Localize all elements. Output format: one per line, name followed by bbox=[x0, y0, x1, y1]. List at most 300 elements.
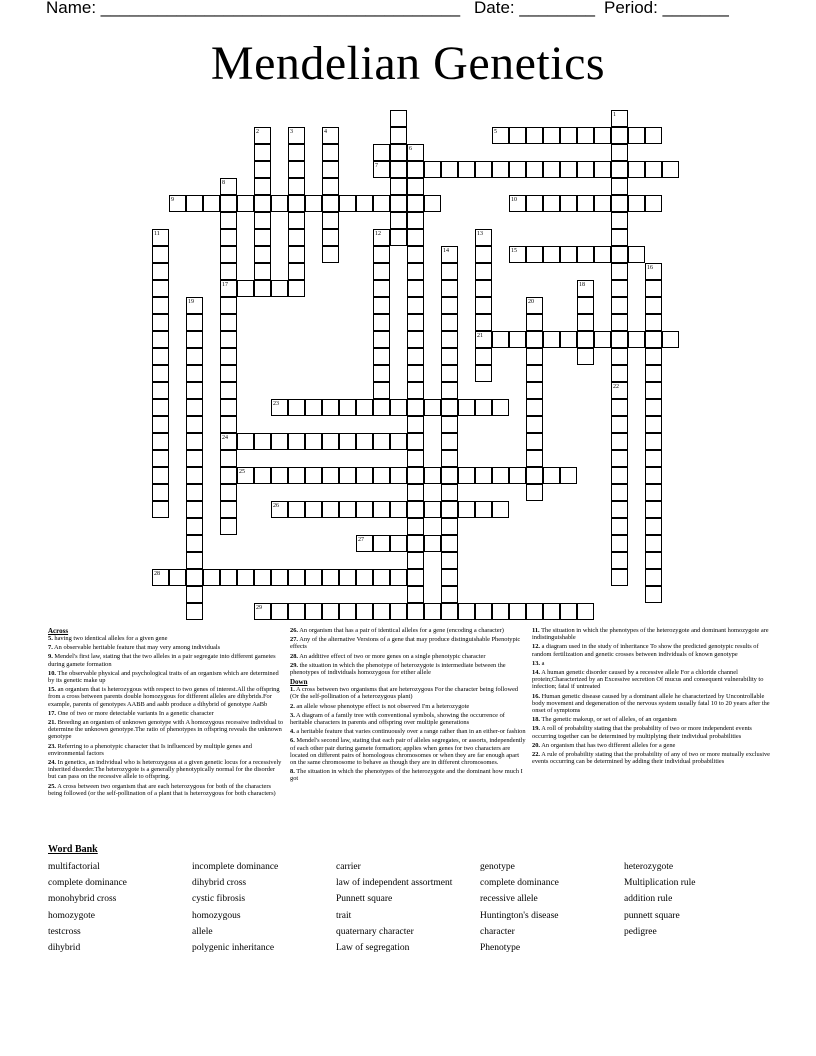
crossword-cell[interactable] bbox=[611, 178, 628, 195]
crossword-cell[interactable] bbox=[441, 314, 458, 331]
crossword-cell[interactable] bbox=[645, 314, 662, 331]
crossword-cell[interactable] bbox=[288, 263, 305, 280]
crossword-cell[interactable] bbox=[373, 433, 390, 450]
crossword-cell[interactable] bbox=[611, 110, 628, 127]
crossword-cell[interactable] bbox=[424, 195, 441, 212]
crossword-cell[interactable] bbox=[611, 433, 628, 450]
crossword-cell[interactable] bbox=[305, 195, 322, 212]
crossword-cell[interactable] bbox=[662, 331, 679, 348]
crossword-cell[interactable] bbox=[560, 161, 577, 178]
crossword-cell[interactable] bbox=[186, 467, 203, 484]
crossword-cell[interactable] bbox=[611, 297, 628, 314]
crossword-cell[interactable] bbox=[373, 467, 390, 484]
crossword-cell[interactable] bbox=[237, 195, 254, 212]
crossword-cell[interactable] bbox=[322, 569, 339, 586]
crossword-cell[interactable] bbox=[407, 382, 424, 399]
crossword-cell[interactable] bbox=[645, 501, 662, 518]
crossword-cell[interactable] bbox=[611, 552, 628, 569]
crossword-cell[interactable] bbox=[594, 246, 611, 263]
crossword-cell[interactable] bbox=[288, 246, 305, 263]
crossword-cell[interactable] bbox=[288, 433, 305, 450]
crossword-cell[interactable] bbox=[458, 161, 475, 178]
crossword-cell[interactable] bbox=[645, 399, 662, 416]
crossword-cell[interactable] bbox=[577, 127, 594, 144]
crossword-cell[interactable] bbox=[645, 280, 662, 297]
crossword-cell[interactable] bbox=[526, 603, 543, 620]
crossword-cell[interactable] bbox=[441, 331, 458, 348]
crossword-cell[interactable] bbox=[492, 603, 509, 620]
crossword-cell[interactable] bbox=[373, 535, 390, 552]
crossword-cell[interactable] bbox=[543, 127, 560, 144]
crossword-cell[interactable] bbox=[288, 195, 305, 212]
crossword-cell[interactable] bbox=[526, 297, 543, 314]
crossword-cell[interactable] bbox=[611, 467, 628, 484]
crossword-cell[interactable] bbox=[356, 195, 373, 212]
crossword-cell[interactable] bbox=[475, 229, 492, 246]
crossword-cell[interactable] bbox=[645, 127, 662, 144]
crossword-cell[interactable] bbox=[152, 331, 169, 348]
crossword-cell[interactable] bbox=[611, 416, 628, 433]
crossword-cell[interactable] bbox=[152, 569, 169, 586]
crossword-cell[interactable] bbox=[220, 348, 237, 365]
crossword-cell[interactable] bbox=[237, 467, 254, 484]
crossword-cell[interactable] bbox=[475, 246, 492, 263]
crossword-cell[interactable] bbox=[254, 161, 271, 178]
crossword-cell[interactable] bbox=[645, 331, 662, 348]
crossword-cell[interactable] bbox=[441, 365, 458, 382]
crossword-cell[interactable] bbox=[645, 195, 662, 212]
crossword-cell[interactable] bbox=[509, 467, 526, 484]
crossword-cell[interactable] bbox=[356, 569, 373, 586]
crossword-cell[interactable] bbox=[152, 365, 169, 382]
crossword-cell[interactable] bbox=[475, 161, 492, 178]
crossword-cell[interactable] bbox=[441, 280, 458, 297]
crossword-cell[interactable] bbox=[526, 331, 543, 348]
crossword-cell[interactable] bbox=[509, 195, 526, 212]
crossword-cell[interactable] bbox=[441, 586, 458, 603]
crossword-cell[interactable] bbox=[220, 433, 237, 450]
crossword-cell[interactable] bbox=[407, 399, 424, 416]
crossword-cell[interactable] bbox=[339, 195, 356, 212]
crossword-cell[interactable] bbox=[186, 501, 203, 518]
crossword-cell[interactable] bbox=[288, 501, 305, 518]
crossword-cell[interactable] bbox=[373, 348, 390, 365]
crossword-cell[interactable] bbox=[611, 569, 628, 586]
crossword-cell[interactable] bbox=[237, 280, 254, 297]
crossword-cell[interactable] bbox=[152, 348, 169, 365]
crossword-cell[interactable] bbox=[152, 263, 169, 280]
crossword-cell[interactable] bbox=[220, 399, 237, 416]
crossword-cell[interactable] bbox=[322, 161, 339, 178]
crossword-cell[interactable] bbox=[441, 348, 458, 365]
crossword-cell[interactable] bbox=[390, 433, 407, 450]
crossword-cell[interactable] bbox=[322, 603, 339, 620]
crossword-cell[interactable] bbox=[373, 297, 390, 314]
crossword-cell[interactable] bbox=[390, 399, 407, 416]
crossword-cell[interactable] bbox=[288, 127, 305, 144]
crossword-cell[interactable] bbox=[254, 195, 271, 212]
crossword-cell[interactable] bbox=[441, 433, 458, 450]
crossword-cell[interactable] bbox=[322, 229, 339, 246]
crossword-cell[interactable] bbox=[628, 246, 645, 263]
crossword-cell[interactable] bbox=[492, 331, 509, 348]
crossword-cell[interactable] bbox=[645, 586, 662, 603]
crossword-cell[interactable] bbox=[373, 399, 390, 416]
crossword-cell[interactable] bbox=[492, 127, 509, 144]
crossword-cell[interactable] bbox=[339, 433, 356, 450]
crossword-cell[interactable] bbox=[645, 467, 662, 484]
crossword-cell[interactable] bbox=[220, 416, 237, 433]
crossword-cell[interactable] bbox=[220, 331, 237, 348]
crossword-cell[interactable] bbox=[560, 331, 577, 348]
crossword-cell[interactable] bbox=[424, 161, 441, 178]
crossword-cell[interactable] bbox=[645, 484, 662, 501]
crossword-cell[interactable] bbox=[373, 263, 390, 280]
crossword-cell[interactable] bbox=[254, 144, 271, 161]
crossword-cell[interactable] bbox=[373, 569, 390, 586]
crossword-cell[interactable] bbox=[373, 195, 390, 212]
crossword-cell[interactable] bbox=[373, 280, 390, 297]
crossword-cell[interactable] bbox=[271, 501, 288, 518]
crossword-cell[interactable] bbox=[288, 144, 305, 161]
crossword-cell[interactable] bbox=[526, 450, 543, 467]
crossword-cell[interactable] bbox=[271, 569, 288, 586]
crossword-cell[interactable] bbox=[407, 518, 424, 535]
crossword-cell[interactable] bbox=[356, 399, 373, 416]
crossword-cell[interactable] bbox=[509, 161, 526, 178]
crossword-cell[interactable] bbox=[407, 314, 424, 331]
crossword-cell[interactable] bbox=[152, 433, 169, 450]
crossword-cell[interactable] bbox=[441, 246, 458, 263]
crossword-cell[interactable] bbox=[577, 246, 594, 263]
crossword-cell[interactable] bbox=[645, 433, 662, 450]
crossword-cell[interactable] bbox=[526, 314, 543, 331]
crossword-cell[interactable] bbox=[611, 501, 628, 518]
crossword-cell[interactable] bbox=[475, 365, 492, 382]
crossword-cell[interactable] bbox=[611, 518, 628, 535]
crossword-cell[interactable] bbox=[611, 314, 628, 331]
crossword-cell[interactable] bbox=[271, 399, 288, 416]
crossword-cell[interactable] bbox=[373, 365, 390, 382]
crossword-cell[interactable] bbox=[611, 212, 628, 229]
crossword-cell[interactable] bbox=[407, 603, 424, 620]
crossword-cell[interactable] bbox=[492, 161, 509, 178]
crossword-cell[interactable] bbox=[169, 195, 186, 212]
crossword-cell[interactable] bbox=[594, 161, 611, 178]
crossword-cell[interactable] bbox=[543, 331, 560, 348]
crossword-cell[interactable] bbox=[220, 382, 237, 399]
crossword-cell[interactable] bbox=[441, 297, 458, 314]
crossword-cell[interactable] bbox=[288, 212, 305, 229]
crossword-cell[interactable] bbox=[441, 382, 458, 399]
crossword-cell[interactable] bbox=[441, 467, 458, 484]
crossword-cell[interactable] bbox=[220, 518, 237, 535]
crossword-cell[interactable] bbox=[441, 416, 458, 433]
crossword-cell[interactable] bbox=[220, 467, 237, 484]
crossword-cell[interactable] bbox=[611, 263, 628, 280]
crossword-cell[interactable] bbox=[509, 127, 526, 144]
crossword-cell[interactable] bbox=[407, 416, 424, 433]
crossword-cell[interactable] bbox=[611, 195, 628, 212]
crossword-cell[interactable] bbox=[186, 348, 203, 365]
crossword-cell[interactable] bbox=[611, 382, 628, 399]
crossword-cell[interactable] bbox=[322, 467, 339, 484]
crossword-cell[interactable] bbox=[458, 467, 475, 484]
crossword-cell[interactable] bbox=[152, 399, 169, 416]
crossword-cell[interactable] bbox=[152, 314, 169, 331]
crossword-cell[interactable] bbox=[356, 603, 373, 620]
crossword-cell[interactable] bbox=[152, 467, 169, 484]
crossword-cell[interactable] bbox=[407, 586, 424, 603]
crossword-cell[interactable] bbox=[203, 195, 220, 212]
crossword-cell[interactable] bbox=[543, 467, 560, 484]
crossword-cell[interactable] bbox=[356, 467, 373, 484]
crossword-cell[interactable] bbox=[611, 280, 628, 297]
crossword-cell[interactable] bbox=[407, 229, 424, 246]
crossword-cell[interactable] bbox=[441, 399, 458, 416]
crossword-cell[interactable] bbox=[526, 348, 543, 365]
crossword-cell[interactable] bbox=[288, 467, 305, 484]
crossword-cell[interactable] bbox=[373, 144, 390, 161]
crossword-cell[interactable] bbox=[475, 348, 492, 365]
crossword-cell[interactable] bbox=[271, 603, 288, 620]
crossword-cell[interactable] bbox=[407, 178, 424, 195]
crossword-cell[interactable] bbox=[220, 501, 237, 518]
crossword-cell[interactable] bbox=[390, 569, 407, 586]
crossword-cell[interactable] bbox=[373, 229, 390, 246]
crossword-cell[interactable] bbox=[526, 467, 543, 484]
crossword-cell[interactable] bbox=[475, 331, 492, 348]
crossword-cell[interactable] bbox=[577, 348, 594, 365]
crossword-cell[interactable] bbox=[407, 212, 424, 229]
crossword-cell[interactable] bbox=[628, 161, 645, 178]
crossword-cell[interactable] bbox=[441, 535, 458, 552]
crossword-cell[interactable] bbox=[186, 416, 203, 433]
crossword-cell[interactable] bbox=[645, 569, 662, 586]
crossword-cell[interactable] bbox=[407, 263, 424, 280]
crossword-cell[interactable] bbox=[577, 331, 594, 348]
crossword-cell[interactable] bbox=[526, 161, 543, 178]
crossword-cell[interactable] bbox=[628, 195, 645, 212]
crossword-cell[interactable] bbox=[373, 331, 390, 348]
crossword-cell[interactable] bbox=[152, 280, 169, 297]
crossword-cell[interactable] bbox=[475, 399, 492, 416]
crossword-cell[interactable] bbox=[407, 365, 424, 382]
crossword-cell[interactable] bbox=[322, 501, 339, 518]
crossword-cell[interactable] bbox=[475, 603, 492, 620]
crossword-cell[interactable] bbox=[322, 399, 339, 416]
crossword-cell[interactable] bbox=[407, 297, 424, 314]
crossword-cell[interactable] bbox=[339, 501, 356, 518]
crossword-cell[interactable] bbox=[390, 603, 407, 620]
crossword-cell[interactable] bbox=[152, 450, 169, 467]
crossword-cell[interactable] bbox=[492, 501, 509, 518]
crossword-cell[interactable] bbox=[339, 467, 356, 484]
crossword-cell[interactable] bbox=[254, 569, 271, 586]
crossword-cell[interactable] bbox=[390, 229, 407, 246]
crossword-cell[interactable] bbox=[407, 535, 424, 552]
crossword-cell[interactable] bbox=[441, 450, 458, 467]
crossword-cell[interactable] bbox=[254, 127, 271, 144]
crossword-cell[interactable] bbox=[220, 569, 237, 586]
crossword-cell[interactable] bbox=[254, 263, 271, 280]
crossword-cell[interactable] bbox=[322, 212, 339, 229]
crossword-cell[interactable] bbox=[186, 603, 203, 620]
crossword-cell[interactable] bbox=[288, 569, 305, 586]
crossword-cell[interactable] bbox=[152, 484, 169, 501]
crossword-cell[interactable] bbox=[407, 280, 424, 297]
crossword-cell[interactable] bbox=[645, 382, 662, 399]
crossword-cell[interactable] bbox=[577, 314, 594, 331]
crossword-cell[interactable] bbox=[458, 399, 475, 416]
crossword-cell[interactable] bbox=[407, 450, 424, 467]
crossword-cell[interactable] bbox=[152, 382, 169, 399]
crossword-cell[interactable] bbox=[424, 501, 441, 518]
crossword-cell[interactable] bbox=[390, 535, 407, 552]
crossword-cell[interactable] bbox=[526, 246, 543, 263]
crossword-cell[interactable] bbox=[407, 552, 424, 569]
crossword-cell[interactable] bbox=[237, 433, 254, 450]
crossword-cell[interactable] bbox=[611, 331, 628, 348]
crossword-cell[interactable] bbox=[322, 178, 339, 195]
crossword-cell[interactable] bbox=[526, 433, 543, 450]
crossword-cell[interactable] bbox=[407, 195, 424, 212]
crossword-cell[interactable] bbox=[611, 365, 628, 382]
crossword-cell[interactable] bbox=[441, 552, 458, 569]
crossword-cell[interactable] bbox=[577, 161, 594, 178]
crossword-cell[interactable] bbox=[407, 144, 424, 161]
crossword-cell[interactable] bbox=[594, 127, 611, 144]
crossword-cell[interactable] bbox=[254, 433, 271, 450]
crossword-cell[interactable] bbox=[288, 399, 305, 416]
crossword-cell[interactable] bbox=[611, 144, 628, 161]
crossword-cell[interactable] bbox=[441, 518, 458, 535]
crossword-cell[interactable] bbox=[526, 399, 543, 416]
crossword-cell[interactable] bbox=[152, 229, 169, 246]
crossword-cell[interactable] bbox=[424, 399, 441, 416]
crossword-cell[interactable] bbox=[509, 246, 526, 263]
crossword-cell[interactable] bbox=[220, 195, 237, 212]
crossword-cell[interactable] bbox=[271, 433, 288, 450]
crossword-cell[interactable] bbox=[526, 416, 543, 433]
crossword-cell[interactable] bbox=[152, 501, 169, 518]
crossword-cell[interactable] bbox=[237, 569, 254, 586]
crossword-cell[interactable] bbox=[509, 331, 526, 348]
crossword-cell[interactable] bbox=[645, 450, 662, 467]
crossword-cell[interactable] bbox=[407, 161, 424, 178]
crossword-cell[interactable] bbox=[220, 212, 237, 229]
crossword-cell[interactable] bbox=[390, 110, 407, 127]
crossword-cell[interactable] bbox=[475, 501, 492, 518]
crossword-cell[interactable] bbox=[407, 348, 424, 365]
crossword-cell[interactable] bbox=[560, 246, 577, 263]
crossword-cell[interactable] bbox=[611, 535, 628, 552]
crossword-cell[interactable] bbox=[186, 314, 203, 331]
crossword-cell[interactable] bbox=[186, 484, 203, 501]
crossword-cell[interactable] bbox=[322, 195, 339, 212]
crossword-cell[interactable] bbox=[628, 127, 645, 144]
crossword-cell[interactable] bbox=[611, 246, 628, 263]
crossword-cell[interactable] bbox=[390, 127, 407, 144]
crossword-cell[interactable] bbox=[373, 246, 390, 263]
crossword-cell[interactable] bbox=[356, 433, 373, 450]
crossword-cell[interactable] bbox=[424, 603, 441, 620]
crossword-cell[interactable] bbox=[526, 365, 543, 382]
crossword-cell[interactable] bbox=[458, 501, 475, 518]
crossword-cell[interactable] bbox=[322, 433, 339, 450]
crossword-cell[interactable] bbox=[645, 348, 662, 365]
crossword-cell[interactable] bbox=[271, 467, 288, 484]
crossword-cell[interactable] bbox=[305, 433, 322, 450]
crossword-cell[interactable] bbox=[407, 484, 424, 501]
crossword-cell[interactable] bbox=[475, 263, 492, 280]
crossword-cell[interactable] bbox=[475, 467, 492, 484]
crossword-cell[interactable] bbox=[152, 246, 169, 263]
crossword-cell[interactable] bbox=[186, 382, 203, 399]
crossword-cell[interactable] bbox=[390, 212, 407, 229]
crossword-cell[interactable] bbox=[305, 467, 322, 484]
crossword-cell[interactable] bbox=[305, 501, 322, 518]
crossword-cell[interactable] bbox=[288, 178, 305, 195]
crossword-cell[interactable] bbox=[475, 297, 492, 314]
crossword-cell[interactable] bbox=[577, 280, 594, 297]
crossword-cell[interactable] bbox=[339, 569, 356, 586]
crossword-cell[interactable] bbox=[407, 331, 424, 348]
crossword-cell[interactable] bbox=[305, 569, 322, 586]
crossword-cell[interactable] bbox=[220, 263, 237, 280]
crossword-cell[interactable] bbox=[509, 603, 526, 620]
crossword-cell[interactable] bbox=[390, 161, 407, 178]
crossword-cell[interactable] bbox=[407, 433, 424, 450]
crossword-cell[interactable] bbox=[441, 569, 458, 586]
crossword-cell[interactable] bbox=[271, 280, 288, 297]
crossword-cell[interactable] bbox=[407, 569, 424, 586]
crossword-cell[interactable] bbox=[611, 484, 628, 501]
crossword-cell[interactable] bbox=[339, 603, 356, 620]
crossword-cell[interactable] bbox=[254, 603, 271, 620]
crossword-cell[interactable] bbox=[543, 195, 560, 212]
crossword-cell[interactable] bbox=[441, 484, 458, 501]
crossword-cell[interactable] bbox=[645, 518, 662, 535]
crossword-cell[interactable] bbox=[220, 450, 237, 467]
crossword-cell[interactable] bbox=[475, 314, 492, 331]
crossword-cell[interactable] bbox=[152, 416, 169, 433]
crossword-cell[interactable] bbox=[424, 535, 441, 552]
crossword-cell[interactable] bbox=[288, 603, 305, 620]
crossword-cell[interactable] bbox=[441, 501, 458, 518]
crossword-cell[interactable] bbox=[373, 161, 390, 178]
crossword-cell[interactable] bbox=[186, 518, 203, 535]
crossword-cell[interactable] bbox=[254, 467, 271, 484]
crossword-cell[interactable] bbox=[662, 161, 679, 178]
crossword-cell[interactable] bbox=[186, 552, 203, 569]
crossword-cell[interactable] bbox=[577, 195, 594, 212]
crossword-cell[interactable] bbox=[186, 399, 203, 416]
crossword-cell[interactable] bbox=[254, 229, 271, 246]
crossword-cell[interactable] bbox=[577, 603, 594, 620]
crossword-cell[interactable] bbox=[220, 178, 237, 195]
crossword-cell[interactable] bbox=[458, 603, 475, 620]
crossword-cell[interactable] bbox=[424, 467, 441, 484]
crossword-cell[interactable] bbox=[407, 246, 424, 263]
crossword-cell[interactable] bbox=[645, 161, 662, 178]
crossword-cell[interactable] bbox=[254, 246, 271, 263]
crossword-cell[interactable] bbox=[288, 161, 305, 178]
crossword-cell[interactable] bbox=[645, 365, 662, 382]
crossword-cell[interactable] bbox=[220, 314, 237, 331]
crossword-cell[interactable] bbox=[356, 501, 373, 518]
crossword-cell[interactable] bbox=[390, 178, 407, 195]
